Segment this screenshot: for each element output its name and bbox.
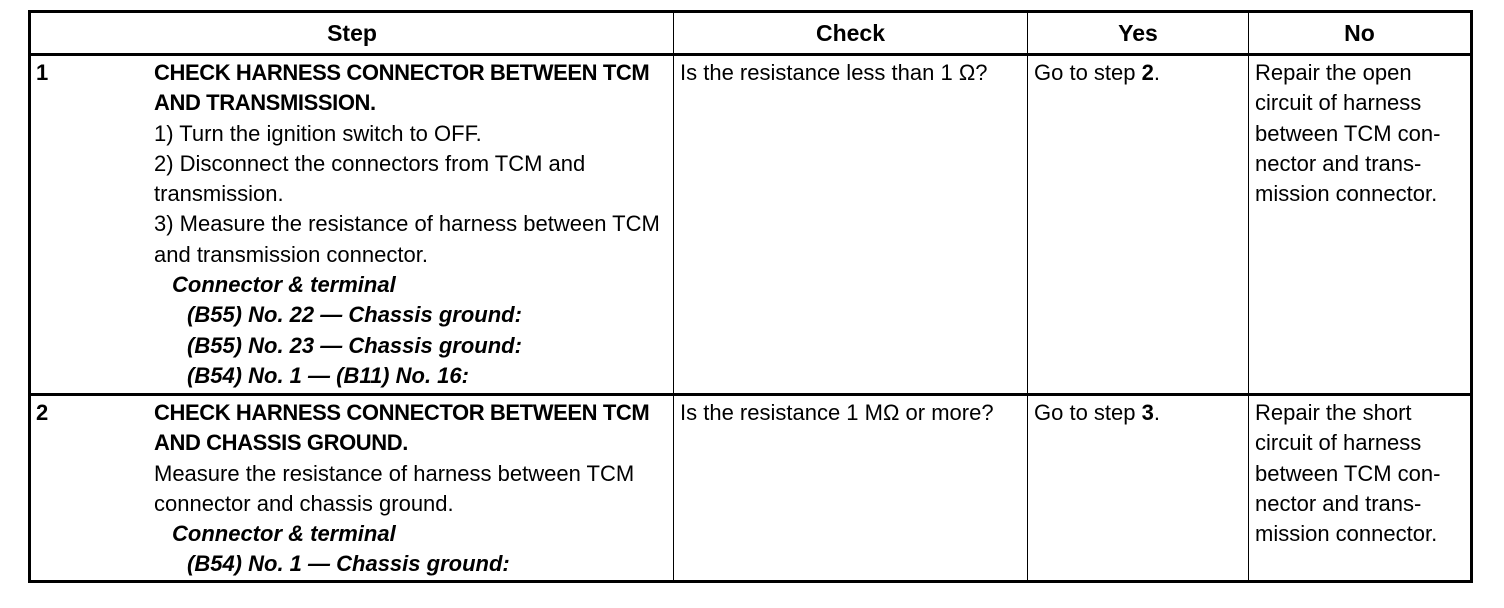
step-instruction: 2) Disconnect the connectors from TCM and transmission. — [154, 150, 586, 207]
connector-heading: Connector & terminal — [172, 272, 396, 298]
yes-prefix: Go to step — [1034, 400, 1142, 425]
no-cell: Repair the short circuit of harness between TCM con-nector and trans-mission connector. — [1249, 395, 1472, 582]
yes-suffix: . — [1153, 400, 1160, 425]
connector-heading: Connector & terminal — [172, 521, 396, 547]
yes-suffix: . — [1153, 60, 1160, 85]
table-row — [30, 55, 1472, 395]
table-row — [30, 395, 1472, 582]
step-cell — [30, 55, 674, 395]
step-cell — [30, 395, 674, 582]
step-instruction: Measure the resistance of harness between TCM connector and chassis ground. — [154, 460, 635, 516]
connector-item: (B55) No. 22 — Chassis ground: — [187, 302, 522, 328]
header-yes: Yes — [1028, 12, 1249, 55]
connector-item: (B55) No. 23 — Chassis ground: — [187, 332, 522, 358]
yes-prefix: Go to step — [1034, 60, 1142, 85]
step-number: 2 — [36, 400, 49, 425]
yes-step-link: 3 — [1141, 400, 1154, 425]
yes-cell — [1028, 395, 1249, 582]
no-cell: Repair the open circuit of harness between TCM con-nector and trans-mission connector. — [1249, 55, 1472, 395]
connector-item: (B54) No. 1 — (B11) No. 16: — [187, 362, 469, 388]
yes-step-link: 2 — [1141, 60, 1154, 85]
step-title: CHECK HARNESS CONNECTOR BETWEEN TCM AND CHASSIS GROUND. — [154, 400, 650, 456]
header-no: No — [1249, 12, 1472, 55]
connector-item: (B54) No. 1 — Chassis ground: — [187, 551, 510, 577]
step-number: 1 — [36, 60, 49, 85]
check-cell: Is the resistance less than 1 Ω? — [674, 55, 1028, 395]
header-check: Check — [674, 12, 1028, 55]
step-instruction: 1) Turn the ignition switch to OFF. — [154, 120, 482, 146]
header-step: Step — [30, 12, 674, 55]
step-title: CHECK HARNESS CONNECTOR BETWEEN TCM AND TRANSMISSION. — [154, 60, 650, 116]
header-row — [30, 12, 1472, 55]
check-cell: Is the resistance 1 MΩ or more? — [674, 395, 1028, 582]
step-instruction: 3) Measure the resistance of harness between TCM and transmission connector. — [154, 211, 660, 267]
diagnostic-table — [28, 10, 1473, 583]
yes-cell — [1028, 55, 1249, 395]
